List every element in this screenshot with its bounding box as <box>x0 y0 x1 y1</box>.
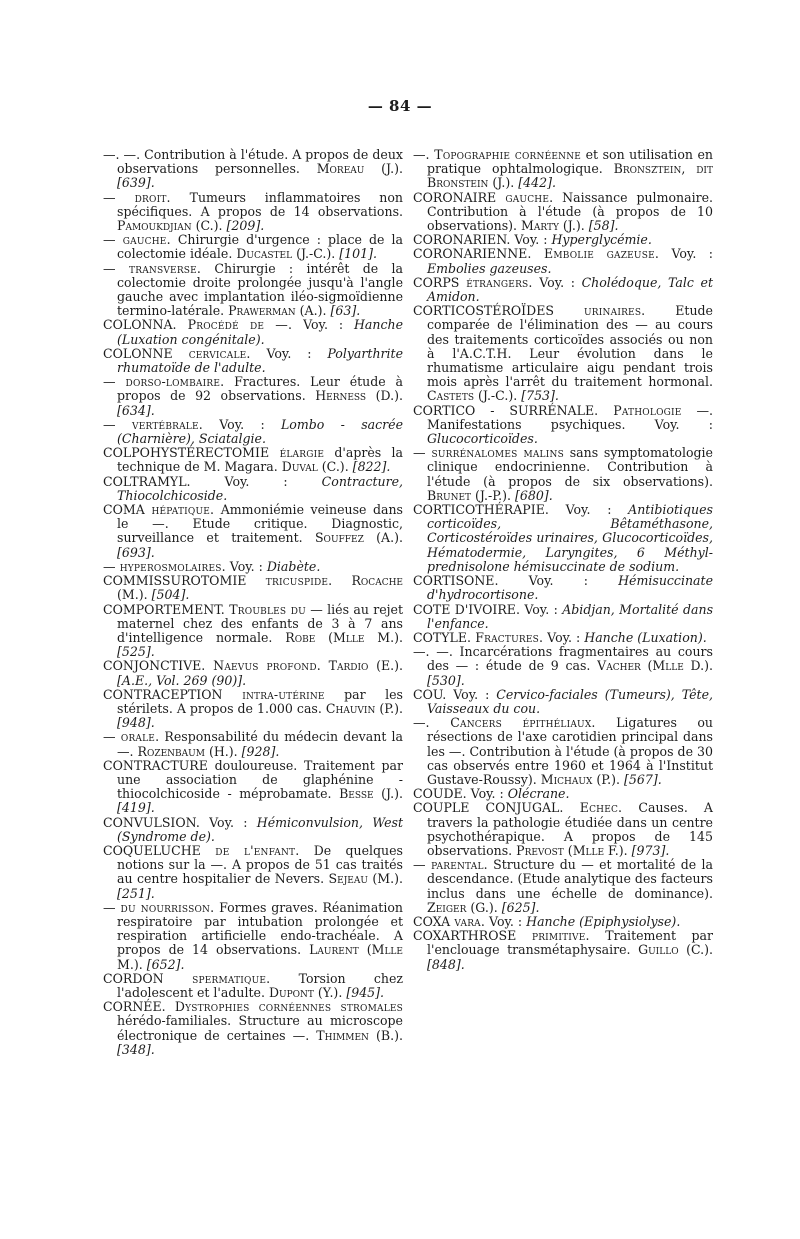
index-entry <box>413 233 713 247</box>
entry-text: hérédo-familiales. Structure au microscope électronique de certaines —. <box>117 1013 403 1043</box>
entry-lead: COQUELUCHE <box>103 842 201 858</box>
index-entry <box>103 972 403 1000</box>
entry-reference: [945]. <box>342 984 385 1000</box>
index-entry <box>413 915 713 929</box>
entry-lead: CORTICO - SURRÉNALE. <box>413 402 599 418</box>
entry-lead: —. <box>413 715 430 731</box>
entry-subheading: Fractures. <box>471 629 544 645</box>
entry-author: Pamoukdjian (C.). <box>117 218 223 234</box>
entry-text: Voy. : <box>485 913 523 929</box>
entry-see-also: Embolies gazeuses. <box>427 260 552 276</box>
index-entry <box>103 375 403 418</box>
entry-subheading: cervicale. <box>172 345 251 361</box>
entry-lead: CORNÉE. <box>103 999 166 1015</box>
entry-author: Ducastel (J.-C.). <box>232 246 336 262</box>
entry-lead: — <box>103 232 116 248</box>
entry-text: Voy. : <box>225 558 263 574</box>
entry-lead: — <box>103 416 116 432</box>
entry-text: Voy. : <box>548 502 612 518</box>
index-entry <box>103 901 403 972</box>
index-entry <box>103 318 403 346</box>
entry-lead: CONTRACEPTION <box>103 686 223 702</box>
right-column <box>413 148 713 972</box>
index-entry <box>413 503 713 574</box>
index-entry <box>413 603 713 631</box>
entry-text: Voy. : <box>510 232 548 248</box>
entry-see-also: Hanche (Luxation). <box>580 629 707 645</box>
entry-text: Voy. : <box>292 317 344 333</box>
entry-lead: — <box>103 729 116 745</box>
entry-reference: [A.E., Vol. 269 (90)]. <box>117 672 247 688</box>
entry-lead: CONVULSION. <box>103 814 200 830</box>
entry-author: Michaux (P.). <box>536 771 621 787</box>
entry-text: Contribution à l'étude. A propos de deux observations personnelles. <box>117 147 403 177</box>
entry-subheading: Embolie gazeuse. <box>531 246 660 262</box>
index-entry <box>413 276 713 304</box>
entry-author: Duval (C.). <box>277 459 349 475</box>
entry-lead: COXA <box>413 913 451 929</box>
entry-reference: [753]. <box>517 388 559 404</box>
entry-text: Ligatures ou résections de l'axe carotidien principal dans les —. Contribution à l'étude (à propos de 30 cas observés entre 1960 et 1964 à l'Institut Gustave-Roussy). <box>427 715 713 787</box>
entry-author: Souffez (A.). <box>302 530 403 546</box>
index-entry <box>413 304 713 403</box>
entry-text: Incarcérations fragmentaires au cours des — : étude de 9 cas. <box>427 644 713 674</box>
entry-text: sans symptomatologie clinique endocrinienne. Contribution à l'étude (à propos de six observations). <box>427 445 713 489</box>
index-entry <box>413 858 713 915</box>
entry-subheading: hyperosmolaires. <box>115 558 226 574</box>
entry-subheading: surrénalomes malins <box>425 445 564 461</box>
entry-lead: CORTISONE. <box>413 573 499 589</box>
entry-author: Brunet (J.-P.). <box>427 487 511 503</box>
entry-text: douloureuse. Traitement par une association de glaphénine - thiocolchicoside - méprobamate. <box>117 757 403 802</box>
entry-author: Dupont (Y.). <box>264 984 343 1000</box>
entry-author: Besse (J.). <box>331 786 403 802</box>
entry-lead: — <box>103 374 116 390</box>
entry-lead: CORTICOSTÉROÏDES <box>413 303 554 319</box>
index-entry <box>413 191 713 234</box>
entry-lead: —. <box>413 147 430 162</box>
entry-author: Herness (D.). <box>305 388 403 404</box>
entry-subheading: tricuspide. <box>246 573 333 589</box>
entry-author: Marty (J.). <box>517 218 585 234</box>
entry-see-also: Lombo - sacrée (Charnière), Sciatalgie. <box>117 416 404 447</box>
entry-author: Sejeau (M.). <box>324 871 403 887</box>
entry-subheading: vertébrale. <box>115 416 203 432</box>
entry-reference: [251]. <box>117 885 155 901</box>
entry-text: Etude comparée de l'élimination des — au cours des traitements corticoïdes associés ou non à l'A.C.T.H. Leur évolution dans le rhumatisme articulaire aigu pendant trois mois après l'arrêt du traitement hormonal. <box>427 303 713 390</box>
index-entry <box>413 404 713 447</box>
entry-lead: COXARTHROSE <box>413 928 517 944</box>
index-entry <box>103 659 403 687</box>
entry-see-also: Polyarthrite rhumatoïde de l'adulte. <box>117 345 403 376</box>
entry-subheading: étrangers. <box>459 274 533 290</box>
index-entry <box>103 191 403 234</box>
entry-see-also: Cervico-faciales (Tumeurs), Tête, Vaisseaux du cou. <box>427 686 713 716</box>
entry-author: Castets (J.-C.). <box>427 388 518 404</box>
entry-lead: — <box>103 558 116 574</box>
entry-see-also: Olécrane. <box>503 786 570 802</box>
entry-author: Vacher (Mlle D.). <box>590 658 713 674</box>
index-entry <box>103 418 403 446</box>
entry-text: Voy. : <box>190 473 288 489</box>
index-entry <box>103 148 403 191</box>
index-entry <box>413 929 713 972</box>
entry-lead: COLONNA. <box>103 317 177 333</box>
entry-reference: [101]. <box>335 246 377 262</box>
entry-see-also: Hémiconvulsion, West (Syndrome de). <box>117 814 403 844</box>
entry-lead: CORONARIENNE. <box>413 246 532 262</box>
entry-subheading: spermatique. <box>163 970 271 986</box>
entry-lead: — <box>413 445 426 461</box>
entry-lead: COUDE. <box>413 786 467 802</box>
entry-text: Voy. : <box>532 274 575 290</box>
entry-lead: — <box>413 857 426 873</box>
entry-lead: —. —. <box>103 147 141 162</box>
entry-text: Voy. : <box>498 573 588 589</box>
entry-subheading: du nourrisson. <box>115 899 215 915</box>
entry-reference: [419]. <box>117 800 155 816</box>
left-column <box>103 148 403 1057</box>
index-entry <box>103 688 403 731</box>
index-entry <box>413 631 713 645</box>
entry-reference: [822]. <box>348 459 391 475</box>
entry-text: Structure du — et mortalité de la descendance. (Etude analytique des facteurs inclus dans une échelle de dominance). <box>427 857 713 901</box>
entry-author: Rozenbaum (H.). <box>133 743 238 759</box>
index-entry <box>103 503 403 560</box>
entry-text: — liés au rejet maternel chez des enfants de 3 à 7 ans d'intelligence normale. <box>117 601 403 645</box>
index-entry <box>103 574 403 602</box>
entry-lead: COLTRAMYL. <box>103 473 191 489</box>
entry-author: Robe (Mlle M.). <box>272 629 403 645</box>
entry-subheading: orale. <box>115 729 160 745</box>
index-entry <box>413 645 713 688</box>
entry-lead: COMPORTEMENT. <box>103 601 225 617</box>
entry-subheading: Pathologie <box>598 402 682 418</box>
entry-subheading: gauche. <box>115 232 171 248</box>
entry-lead: COUPLE CONJUGAL. <box>413 800 564 816</box>
entry-lead: CORTICOTHÉRAPIE. <box>413 502 549 518</box>
entry-see-also: Abidjan, Mortalité dans l'enfance. <box>427 601 714 631</box>
entry-subheading: Procédé de —. <box>176 317 293 333</box>
entry-text: Voy. : <box>519 601 558 617</box>
entry-author: Rocache (M.). <box>117 573 403 603</box>
index-entry <box>103 816 403 844</box>
entry-subheading: Echec. <box>563 800 623 816</box>
entry-author: Moreau (J.). <box>299 161 403 177</box>
entry-author: Prevost (Mlle F.). <box>512 842 628 858</box>
entry-text: Ammoniémie veineuse dans le —. Etude critique. Diagnostic, surveillance et traitement. <box>117 502 403 546</box>
entry-see-also: Hanche (Luxation congénitale). <box>117 317 403 347</box>
entry-subheading: Cancers épithéliaux. <box>429 715 596 731</box>
entry-text: Voy. : <box>543 629 581 645</box>
entry-author: Prawerman (A.). <box>224 303 327 319</box>
entry-text: Voy. : <box>250 345 312 361</box>
entry-lead: CORDON <box>103 970 164 986</box>
entry-reference: [63]. <box>326 303 361 319</box>
entry-lead: COTE D'IVOIRE. <box>413 601 520 617</box>
entry-see-also: Hémisuccinate d'hydrocortisone. <box>427 573 713 603</box>
index-entry <box>413 148 713 191</box>
entry-subheading: urinaires. <box>553 303 646 319</box>
entry-subheading: gauche. <box>496 189 554 205</box>
entry-author: Guillo (C.). <box>630 942 714 958</box>
entry-lead: —. —. <box>413 644 453 660</box>
index-entry <box>103 759 403 816</box>
index-entry <box>103 603 403 660</box>
entry-subheading: parental. <box>425 857 488 873</box>
index-entry <box>413 787 713 801</box>
entry-text: Voy. : <box>659 246 713 262</box>
entry-author: Chauvin (P.). <box>321 700 404 716</box>
index-entry <box>413 801 713 858</box>
entry-text: et son utilisation en pratique ophtalmologique. <box>427 147 713 177</box>
page-number: — 84 — <box>367 97 433 115</box>
entry-subheading: intra-utérine <box>222 686 325 702</box>
index-entry <box>103 347 403 375</box>
entry-reference: [693]. <box>117 544 155 560</box>
entry-author: Zeiger (G.). <box>427 899 498 915</box>
index-entry <box>413 446 713 503</box>
entry-lead: COLPOHYSTÉRECTOMIE <box>103 445 270 461</box>
entry-reference: [525]. <box>117 644 155 660</box>
entry-subheading: élargie <box>269 445 325 461</box>
entry-text: Traitement par l'enclouage transmétaphysaire. <box>427 928 713 958</box>
index-entry <box>413 574 713 602</box>
entry-see-also: Contracture, Thiocolchicoside. <box>117 473 404 503</box>
entry-lead: COTYLE. <box>413 629 472 645</box>
entry-subheading: de l'enfant. <box>200 842 300 858</box>
entry-reference: [348]. <box>117 1041 155 1057</box>
entry-reference: [625]. <box>497 899 540 915</box>
entry-text: Voy. : <box>466 786 504 802</box>
entry-reference: [530]. <box>427 672 465 688</box>
index-entry <box>103 233 403 261</box>
entry-reference: [639]. <box>117 175 155 191</box>
index-entry <box>103 730 403 758</box>
entry-see-also: Hanche (Epiphysiolyse). <box>522 913 681 929</box>
entry-author: Thimmen (B.). <box>309 1027 403 1043</box>
index-entry <box>103 475 403 503</box>
entry-text: par les stérilets. A propos de 1.000 cas. <box>117 686 403 716</box>
entry-subheading: Dystrophies cornéennes stromales <box>165 999 403 1015</box>
entry-text: Causes. A travers la pathologie étudiée dans un centre psychothérapique. A propos de 145 observations. <box>427 800 713 858</box>
entry-lead: — <box>103 899 116 915</box>
entry-reference: [567]. <box>620 771 662 787</box>
entry-subheading: transverse. <box>115 260 202 276</box>
entry-lead: CONJONCTIVE. <box>103 658 206 674</box>
index-entry <box>103 446 403 474</box>
entry-text: Formes graves. Réanimation respiratoire par intubation prolongée et respiration artificielle endo-trachéale. A propos de 14 observations. <box>117 899 404 958</box>
index-entry <box>413 247 713 275</box>
entry-subheading: hépatique. <box>144 502 215 518</box>
entry-text: Chirurgie : intérêt de la colectomie droite prolongée jusqu'à l'angle gauche avec implantation iléo-sigmoïdienne termino-latérale. <box>117 260 403 319</box>
entry-reference: [652]. <box>142 956 185 972</box>
entry-subheading: Troubles du <box>224 601 306 617</box>
entry-text: d'après la technique de M. Magara. <box>117 445 403 475</box>
entry-lead: COLONNE <box>103 345 173 361</box>
entry-text: —. Manifestations psychiques. Voy. : <box>427 402 713 432</box>
entry-subheading: Naevus profond. <box>205 658 321 674</box>
entry-author: Bronsztein, dit Bronstein (J.). <box>427 161 713 191</box>
entry-reference: [58]. <box>584 218 619 234</box>
entry-lead: — <box>103 260 116 276</box>
index-entry <box>103 560 403 574</box>
entry-reference: [209]. <box>222 218 265 234</box>
entry-lead: CORONARIEN. <box>413 232 511 248</box>
entry-lead: — <box>103 189 116 205</box>
entry-text: Voy. : <box>446 686 490 702</box>
entry-text: Responsabilité du médecin devant la —. <box>117 729 403 759</box>
entry-text: Torsion chez l'adolescent et l'adulte. <box>117 970 403 1000</box>
entry-reference: [634]. <box>117 402 155 418</box>
entry-author: Laurent (Mlle M.). <box>117 942 403 972</box>
entry-see-also: Hyperglycémie. <box>547 232 652 248</box>
entry-see-also: Antibiotiques corticoïdes, Bêtaméthasone, Corticostéroïdes urinaires, Glucocorticoïdes, Hématodermie, Laryngites, 6 Méthyl-prednisolone hémisuccinate de sodium. <box>427 502 713 574</box>
entry-text: De quelques notions sur la —. A propos de 51 cas traités au centre hospitalier de Nevers. <box>117 842 403 887</box>
entry-reference: [948]. <box>117 715 155 731</box>
entry-text: Naissance pulmonaire. Contribution à l'étude (à propos de 10 observations). <box>427 189 713 234</box>
index-entry <box>413 688 713 716</box>
entry-see-also: Glucocorticoïdes. <box>427 431 538 447</box>
entry-subheading: primitive. <box>516 928 590 944</box>
entry-subheading: vara. <box>450 913 486 929</box>
entry-reference: [442]. <box>514 175 556 191</box>
entry-text: Voy. : <box>202 416 265 432</box>
entry-reference: [848]. <box>427 956 465 972</box>
entry-reference: [973]. <box>627 842 670 858</box>
entry-subheading: dorso-lombaire. <box>115 374 225 390</box>
index-entry <box>103 262 403 319</box>
entry-reference: [504]. <box>147 587 190 603</box>
entry-subheading: droit. <box>115 189 171 205</box>
index-entry <box>103 1000 403 1057</box>
entry-text: Chirurgie d'urgence : place de la colectomie idéale. <box>117 232 404 262</box>
entry-lead: COMMISSUROTOMIE <box>103 573 247 589</box>
entry-text: Tumeurs inflammatoires non spécifiques. A propos de 14 observations. <box>117 189 403 219</box>
entry-reference: [680]. <box>510 487 553 503</box>
entry-text: Voy. : <box>199 814 248 830</box>
entry-subheading: Topographie cornéenne <box>429 147 582 162</box>
entry-lead: COU. <box>413 686 447 702</box>
index-entry <box>103 844 403 901</box>
entry-lead: CORPS <box>413 274 460 290</box>
entry-lead: COMA <box>103 502 145 518</box>
entry-author: Tardio (E.). <box>321 658 404 674</box>
entry-text: Fractures. Leur étude à propos de 92 observations. <box>117 374 403 404</box>
entry-lead: CORONAIRE <box>413 189 497 205</box>
entry-lead: CONTRACTURE <box>103 757 208 773</box>
entry-see-also: Diabète. <box>262 558 321 574</box>
entry-reference: [928]. <box>237 743 280 759</box>
entry-see-also: Cholédoque, Talc et Amidon. <box>427 274 713 305</box>
index-entry <box>413 716 713 787</box>
